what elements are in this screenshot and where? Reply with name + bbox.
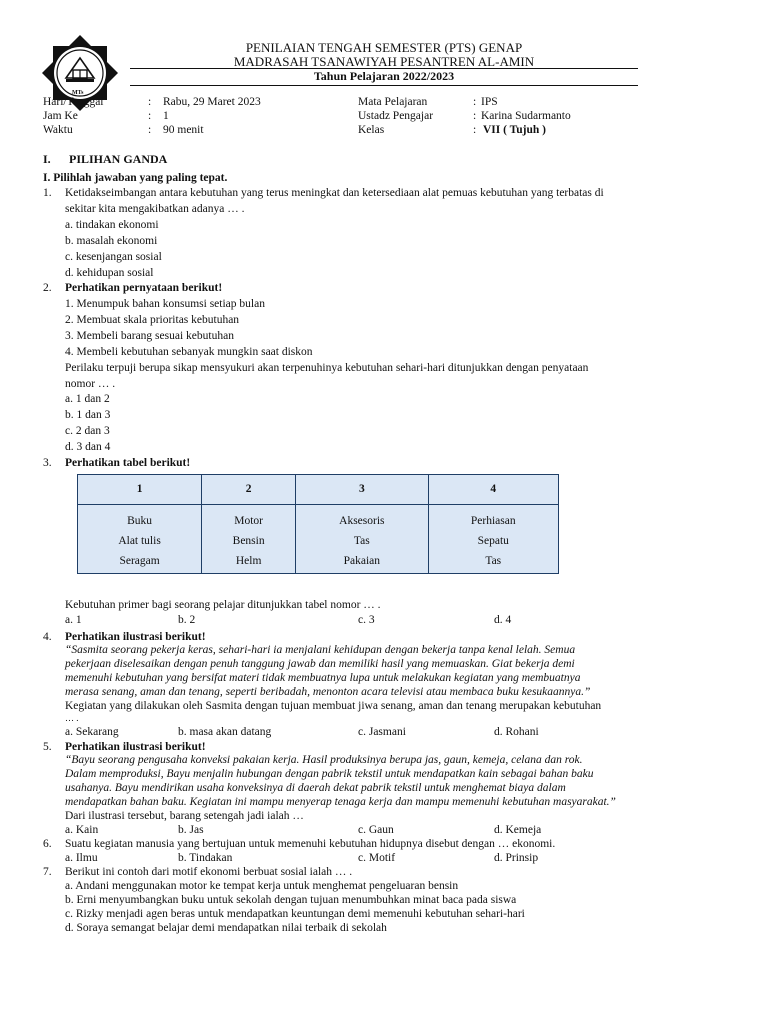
- info-label-date: Hari/Tanggal: [43, 96, 104, 108]
- table-row: [78, 505, 559, 574]
- q2-number: 2.: [43, 282, 52, 294]
- info-colon: :: [473, 96, 477, 108]
- table-cell-text: Bensin: [232, 535, 265, 547]
- table-cell-text: Helm: [235, 555, 262, 567]
- info-colon: :: [473, 124, 477, 136]
- table-cell-text: Perhiasan: [470, 515, 516, 527]
- q5-heading: Perhatikan ilustrasi berikut!: [65, 741, 206, 753]
- q4-story-line3: memenuhi kebutuhan yang bersifat materi tidak membuatnya lupa untuk melakukan kegiatan yang membuatnya: [65, 672, 581, 684]
- q5-option-c: c. Gaun: [358, 824, 394, 836]
- table-header-cell: 4: [428, 475, 559, 505]
- q2-text-line1: Perilaku terpuji berupa sikap mensyukuri akan terpenuhinya kebutuhan sehari-hari ditunjukkan dengan penyataan: [65, 362, 589, 374]
- q3-option-d: d. 4: [494, 614, 512, 626]
- info-value-time: 90 menit: [163, 124, 204, 136]
- table-cell-text: Buku: [127, 515, 153, 527]
- header-title-1: PENILAIAN TENGAH SEMESTER (PTS) GENAP: [245, 40, 523, 55]
- q1-option-b: b. masalah ekonomi: [65, 235, 158, 247]
- q4-option-c: c. Jasmani: [358, 726, 406, 738]
- q6-option-a: a. Ilmu: [65, 852, 98, 864]
- table-cell-text: Motor: [234, 515, 264, 527]
- q7-number: 7.: [43, 866, 52, 878]
- q2-option-b: b. 1 dan 3: [65, 409, 111, 421]
- info-value-date: Rabu, 29 Maret 2023: [163, 96, 261, 108]
- q5-story-line2: Dalam memproduksi, Bayu menjalin hubungan dengan pabrik tekstil untuk mendapatkan kain sebagai bahan baku: [65, 768, 594, 780]
- table-cell-text: Sepatu: [477, 535, 509, 547]
- q6-number: 6.: [43, 838, 52, 850]
- q3-number: 3.: [43, 457, 52, 469]
- q1-option-d: d. kehidupan sosial: [65, 267, 154, 279]
- q6-option-c: c. Motif: [358, 852, 396, 864]
- q1-text-line2: sekitar kita mengakibatkan adanya … .: [65, 203, 245, 215]
- q3-option-a: a. 1: [65, 614, 82, 626]
- q5-story-line1: “Bayu seorang pengusaha konveksi pakaian kerja. Hasil produksinya berupa jas, gaun, kemeja, celana dan rok.: [65, 754, 583, 766]
- q2-option-a: a. 1 dan 2: [65, 393, 110, 405]
- q4-option-b: b. masa akan datang: [178, 726, 272, 738]
- q7-option-c: c. Rizky menjadi agen beras untuk mendapatkan keuntungan demi memenuhi kebutuhan sehari-hari: [65, 908, 525, 920]
- instruction: I. Pilihlah jawaban yang paling tepat.: [43, 172, 228, 184]
- section-title: PILIHAN GANDA: [69, 152, 168, 166]
- section-number: I.: [43, 152, 51, 166]
- info-label-time: Waktu: [43, 124, 73, 136]
- table-header-cell: 1: [78, 475, 202, 505]
- q1-option-a: a. tindakan ekonomi: [65, 219, 159, 231]
- info-label-hour: Jam Ke: [43, 110, 78, 122]
- table-cell: [428, 505, 559, 574]
- q4-story-line2: pekerjaan diselesaikan dengan penuh tanggung jawab dan memiliki hasil yang memuaskan. Giat bekerja demi: [65, 658, 575, 670]
- info-value-class: VII ( Tujuh ): [483, 124, 546, 136]
- table-cell-text: Pakaian: [343, 555, 381, 567]
- q7-option-a: a. Andani menggunakan motor ke tempat kerja untuk menghemat pengeluaran bensin: [65, 880, 459, 892]
- info-label-subject: Mata Pelajaran: [358, 96, 428, 108]
- q4-option-a: a. Sekarang: [65, 726, 119, 738]
- q4-number: 4.: [43, 631, 52, 643]
- q1-text-line1: Ketidakseimbangan antara kebutuhan yang terus meningkat dan ketersediaan alat pemuas kebutuhan yang terbatas di: [65, 187, 604, 199]
- q5-story-line3: usahanya. Bayu mendirikan usaha konveksinya di daerah dekat pabrik tekstil untuk menghemat biaya dalam: [65, 782, 566, 794]
- info-colon: :: [148, 96, 152, 108]
- info-value-hour: 1: [163, 110, 169, 122]
- q3-option-c: c. 3: [358, 614, 375, 626]
- q2-statement-4: 4. Membeli kebutuhan sebanyak mungkin saat diskon: [65, 346, 313, 358]
- info-colon: :: [148, 110, 152, 122]
- q3-table: [77, 474, 559, 574]
- q6-option-d: d. Prinsip: [494, 852, 539, 864]
- q6-text: Suatu kegiatan manusia yang bertujuan untuk memenuhi kebutuhan hidupnya disebut dengan … ekonomi.: [65, 838, 556, 850]
- table-header-cell: 3: [296, 475, 428, 505]
- q4-text-line1: Kegiatan yang dilakukan oleh Sasmita dengan tujuan membuat jiwa senang, aman dan tenang merupakan kebutuhan: [65, 700, 602, 712]
- info-colon: :: [148, 124, 152, 136]
- table-cell: [296, 505, 428, 574]
- q5-text: Dari ilustrasi tersebut, barang setengah jadi ialah …: [65, 810, 304, 822]
- table-cell-text: Seragam: [119, 555, 160, 567]
- q2-heading: Perhatikan pernyataan berikut!: [65, 282, 223, 294]
- q3-option-b: b. 2: [178, 614, 196, 626]
- q5-option-a: a. Kain: [65, 824, 99, 836]
- q2-statement-3: 3. Membeli barang sesuai kebutuhan: [65, 330, 234, 342]
- q1-number: 1.: [43, 187, 52, 199]
- header-rule-bottom: [130, 85, 638, 86]
- q7-text: Berikut ini contoh dari motif ekonomi berbuat sosial ialah … .: [65, 866, 353, 878]
- q2-option-d: d. 3 dan 4: [65, 441, 111, 453]
- q5-option-b: b. Jas: [178, 824, 204, 836]
- q1-option-c: c. kesenjangan sosial: [65, 251, 162, 263]
- q7-option-d: d. Soraya semangat belajar demi mendapatkan nilai terbaik di sekolah: [65, 922, 387, 934]
- table-cell-text: Tas: [353, 535, 370, 547]
- table-header-row: [78, 475, 559, 505]
- q2-option-c: c. 2 dan 3: [65, 425, 110, 437]
- q7-option-b: b. Erni menyumbangkan buku untuk sekolah dengan tujuan menumbuhkan minat baca pada siswa: [65, 894, 517, 906]
- q4-story-line1: “Sasmita seorang pekerja keras, sehari-hari ia menjalani kehidupan dengan bekerja tanpa kenal lelah. Semua: [65, 644, 576, 656]
- table-header-cell: 2: [202, 475, 296, 505]
- info-colon: :: [473, 110, 477, 122]
- q3-text: Kebutuhan primer bagi seorang pelajar ditunjukkan tabel nomor … .: [65, 599, 381, 611]
- q6-option-b: b. Tindakan: [178, 852, 233, 864]
- q5-number: 5.: [43, 741, 52, 753]
- q2-text-line2: nomor … .: [65, 378, 116, 390]
- q4-heading: Perhatikan ilustrasi berikut!: [65, 631, 206, 643]
- q4-option-d: d. Rohani: [494, 726, 539, 738]
- q3-heading: Perhatikan tabel berikut!: [65, 457, 191, 469]
- info-label-teacher: Ustadz Pengajar: [358, 110, 434, 122]
- q5-story-line4: mendapatkan bahan baku. Kegiatan ini mampu menyerap tenaga kerja dan mampu memenuhi kebutuhan masyarakat.”: [65, 796, 616, 808]
- q2-statement-2: 2. Membuat skala prioritas kebutuhan: [65, 314, 240, 326]
- table-cell: [78, 505, 202, 574]
- table-cell-text: Tas: [485, 555, 502, 567]
- q4-text-line2: … .: [65, 713, 79, 723]
- q4-story-line4: merasa senang, aman dan tenang, seperti beribadah, menonton acara televisi atau membaca buku kesukaannya.”: [65, 686, 591, 698]
- header-title-2: MADRASAH TSANAWIYAH PESANTREN AL-AMIN: [233, 54, 535, 69]
- info-label-class: Kelas: [358, 124, 385, 136]
- info-value-subject: IPS: [481, 96, 498, 108]
- info-value-teacher: Karina Sudarmanto: [481, 110, 571, 122]
- table-cell-text: Alat tulis: [118, 535, 161, 547]
- q2-statement-1: 1. Menumpuk bahan konsumsi setiap bulan: [65, 298, 265, 310]
- table-cell-text: Aksesoris: [339, 515, 385, 527]
- table-cell: [202, 505, 296, 574]
- q5-option-d: d. Kemeja: [494, 824, 542, 836]
- logo-text: MTs: [72, 90, 84, 96]
- header-year: Tahun Pelajaran 2022/2023: [313, 69, 455, 83]
